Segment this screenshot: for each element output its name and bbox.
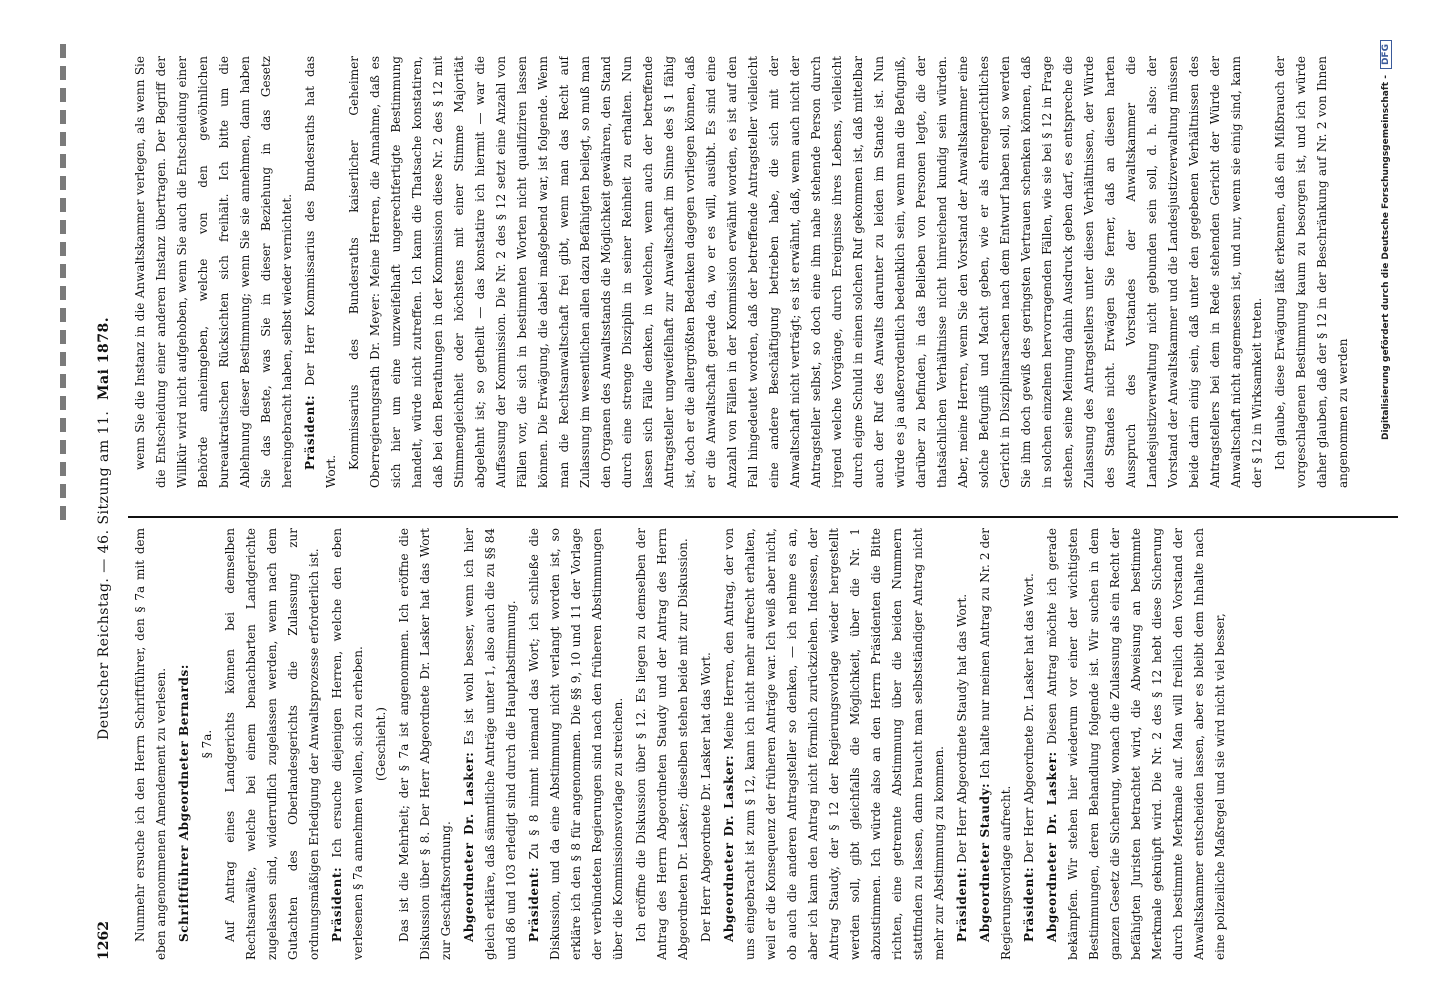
right-text-column	[130, 56, 1400, 488]
paragraph-text: Der Herr Kommissarius des Bundesraths hat das Wort.	[303, 56, 338, 488]
paragraph-text: Zu § 8 nimmt niemand das Wort; ich schließe die Diskussion, und da eine Abstimmung nicht verlangt worden ist, so erkläre ich den § 8 für angenommen. Die §§ 9, 10 und 11 der Vorlage der verbündeten Regierungen sind nach den früheren Abstimmungen über die Kommissionsvorlage zu streichen.	[527, 528, 625, 960]
paragraph	[197, 528, 218, 960]
paragraph-text: Kommissarius des Bundesraths kaiserlicher Geheimer Oberregierungsrath Dr. Meyer: Meine Herren, die Annahme, daß es sich hier um eine unzweifelhaft ungerechtfertigte Bestimmung handelt, würde nicht zutreffen. Ich kann die Thatsache konstatiren, daß bei den Berathungen in der Kommission diese Nr. 2 des § 12 mit Stimmengleichheit oder höchstens mit einer Stimme Majorität abgelehnt ist; so getheilt — das konstatire ich hiermit — war die Auffassung der Kommission. Die Nr. 2 des § 12 setzt eine Anzahl von Fällen vor, die sich in bestimmten Worten nicht qualifiziren lassen können. Die Erwägung, die dabei maßgebend war, ist folgende. Wenn man die Rechtsanwaltschaft frei gibt, wenn man das Recht auf Zulassung im wesentlichen allen dazu Befähigten beilegt, so muß man den Organen des Anwaltsstands die Möglichkeit gewähren, den Stand durch eine strenge Disziplin in seiner Reinheit zu erhalten. Nun lassen sich Fälle denken, in welchen, wenn auch der betreffende Antragsteller ungweifelhaft zur Anwaltschaft im Sinne des § 1 fähig ist, doch er die allergrößten Bedenken dagegen vorliegen können, daß er die Anwaltschaft gerade da, wo er es will, ausübt. Es sind eine Anzahl von Fällen in der Kommission erwähnt worden, es ist auf den Fall hingedeutet worden, daß der betreffende Antragsteller vielleicht eine andere Beschäftigung betrieben habe, die sich mit der Anwaltschaft nicht verträgt; es ist erwähnt, daß, wenn auch nicht der Antragsteller selbst, so doch eine ihm nahe stehende Person durch irgend welche Vorgänge, durch Ereignisse ihres Lebens, vielleicht durch eigne Schuld in einen solchen Ruf gekommen ist, daß mittelbar auch der Ruf des Anwalts darunter zu leiden im Stande ist. Nun würde es ja außerordentlich bedenklich sein, wenn man die Befugniß, darüber zu befinden, in das Belieben von Personen legte, die der thatsächlichen Verhältnisse nicht hinreichend kundig sein würden. Aber, meine Herren, wenn Sie den Vorstand der Anwaltskammer eine solche Befugniß und Macht geben, wie er als ehrengerichtliches Gericht in Disziplinarsachen nach dem Entwurf haben soll, so werden Sie ihm doch gewiß des geringsten Vertrauen schenken können, daß in solchen einzelnen hervorragenden Fällen, wie sie bei § 12 in Frage stehen, seine Meinung dahin Ausdruck geben darf, es entspreche die Zulassung des Antragstellers unter diesen Verhältnissen, der Würde des Standes nicht. Erwägen Sie ferner, daß an diesen harten Ausspruch des Vorstandes der Anwaltskammer die Landesjustizverwaltung nicht gebunden sein soll, d. h. also: der Vorstand der Anwaltskammer und die Landesjustizverwaltung müssen beide darin einig sein, daß unter den gegebenen Verhältnissen des Antragstellers bei dem in Rede stehenden Gericht der Würde der Anwaltschaft nicht angemessen ist, und nur, wenn sie einig sind, kann der § 12 in Wirksamkeit treten.	[347, 56, 1264, 488]
paragraph-text: (Geschieht.)	[374, 707, 388, 781]
speaker-name: Präsident:	[330, 866, 344, 942]
paragraph-text: Der Herr Abgeordnete Staudy hat das Wort.	[955, 593, 969, 863]
header-date: Mai 1878.	[96, 316, 112, 400]
paragraph	[394, 528, 457, 960]
paragraph	[371, 528, 392, 960]
paragraph	[300, 56, 342, 488]
speaker-name: Abgeordneter Staudy:	[978, 782, 992, 942]
paragraph	[174, 528, 195, 960]
paragraph-text: Auf Antrag eines Landgerichts können bei demselben Rechtsanwälte, welche bei einem benachbarten Landgerichte zugelassen sind, widerruflich zugelassen werden, wenn nach dem Gutachten des Oberlandesgerichts die Zulassung zur ordnungsmäßigen Erledigung der Anwaltsprozesse erforderlich ist.	[223, 528, 321, 960]
digitization-credit	[1380, 20, 1398, 440]
dfg-logo: DFG	[1380, 40, 1392, 69]
speaker-name: Präsident:	[955, 866, 969, 942]
credit-text: Digitalisierung gefördert durch die Deutsche Forschungsgemeinschaft -	[1381, 75, 1391, 440]
speaker-name: Abgeordneter Dr. Lasker:	[1045, 751, 1059, 942]
paragraph	[631, 528, 694, 960]
speaker-name: Präsident:	[303, 394, 317, 470]
paragraph-text: § 7a.	[200, 729, 214, 759]
speaker-name: Präsident:	[1022, 866, 1036, 942]
paragraph	[1019, 528, 1040, 960]
paragraph	[220, 528, 325, 960]
paragraph-text: Der Herr Abgeordnete Dr. Lasker hat das Wort.	[1022, 573, 1036, 863]
paragraph	[719, 528, 950, 960]
paragraph	[1042, 528, 1231, 960]
column-divider	[128, 516, 1398, 518]
header-date-wrap	[96, 317, 112, 400]
paragraph-text: Ich ersuche diejenigen Herren, welche den eben verlesenen § 7a annehmen wollen, sich zu erheben.	[330, 528, 365, 960]
paragraph-text: Ich eröffne die Diskussion über § 12. Es liegen zu demselben der Antrag des Herrn Abgeordneten Staudy und der Antrag des Herrn Abgeordneten Dr. Lasker; dieselben stehen beide mit zur Diskussion.	[634, 528, 690, 960]
paragraph	[327, 528, 369, 960]
paragraph	[952, 528, 973, 960]
paragraph-text: Meine Herren, den Antrag, der von uns eingebracht ist zum § 12, kann ich nicht mehr aufrecht erhalten, weil er die Konsequenz der früheren Anträge war. Ich weiß aber nicht, ob auch die anderen Antragsteller so denken, — ich nehme es an, aber ich kann den Antrag nicht förmlich zurückziehen. Indessen, der Antrag Staudy, der § 12 der Regierungsvorlage wieder hergestellt werden soll, gibt gleichfalls die Möglichkeit, über die Nr. 1 abzustimmen. Ich würde also an den Herrn Präsidenten die Bitte richten, eine getrennte Abstimmung über die beiden Nummern stattfinden zu lassen, dann braucht man selbstständiger Antrag nicht mehr zur Abstimmung zu kommen.	[722, 528, 946, 960]
paragraph-text: Das ist die Mehrheit; der § 7a ist angenommen. Ich eröffne die Diskussion über § 8. Der Herr Abgeordnete Dr. Lasker hat das Wort zur Geschäftsordnung.	[397, 528, 453, 960]
paragraph	[130, 56, 298, 488]
speaker-name: Abgeordneter Dr. Lasker:	[722, 754, 736, 942]
paragraph	[696, 528, 717, 960]
speaker-name: Abgeordneter Dr. Lasker:	[462, 751, 476, 942]
left-text-column	[130, 528, 1400, 960]
running-header	[96, 30, 120, 960]
paragraph-text: wenn Sie die Instanz in die Anwaltskammer verlegen, als wenn Sie die Entscheidung einer anderen Instanz übertragen. Der Begriff der Willkür wird nicht aufgehoben, wenn Sie auch die Entscheidung einer Behörde anheimgeben, welche von den gewöhnlichen bureaukratischen Rücksichten sich freihält. Ich bitte um die Ablehnung dieser Bestimmung; wenn Sie sie annehmen, dann haben Sie das Beste, was Sie in dieser Beziehung in das Gesetz hereingebracht haben, selbst wieder vernichtet.	[133, 56, 294, 488]
paragraph-text: Nunmehr ersuche ich den Herrn Schriftführer, den § 7a mit dem eben angenommenen Amendement zu verlesen.	[133, 528, 168, 960]
paragraph-text: Ich halte nur meinen Antrag zu Nr. 2 der Regierungsvorlage aufrecht.	[978, 528, 1013, 960]
paragraph	[975, 528, 1017, 960]
paragraph-text: Es ist wohl besser, wenn ich hier gleich erkläre, daß sämmtliche Anträge unter 1, also auch die zu §§ 84 und 86 und 103 erledigt sind durch die Hauptabstimmung.	[462, 528, 518, 960]
speaker-name: Schriftführer Abgeordneter Bernards:	[177, 664, 191, 942]
header-title: Deutscher Reichstag. — 46. Sitzung am 11.	[96, 410, 112, 740]
paragraph	[1270, 56, 1354, 488]
paragraph	[459, 528, 522, 960]
paragraph	[524, 528, 629, 960]
paragraph-text: Der Herr Abgeordnete Dr. Lasker hat das Wort.	[699, 652, 713, 942]
page-number: 1262	[96, 921, 112, 960]
page-edge-shadow	[60, 40, 66, 520]
paragraph-text: Ich glaube, diese Erwägung läßt erkennen, daß ein Mißbrauch der vorgeschlagenen Bestimmung kaum zu besorgen ist, und ich würde daher glauben, daß der § 12 in der Beschränkung auf Nr. 2 von Ihnen angenommen zu werden	[1273, 56, 1350, 488]
paragraph	[130, 528, 172, 960]
paragraph	[344, 56, 1268, 488]
paragraph-text: Diesen Antrag möchte ich gerade bekämpfen. Wir stehen hier wiederum vor einer der wichtigsten Bestimmungen, deren Behandlung folgende ist. Wir suchen in dem ganzen Gesetz die Sicherung, wonach die Zulassung als ein Recht der befähigten Juristen betrachtet wird, die Abweisung an bestimmte Merkmale geknüpft wird. Die Nr. 2 des § 12 hebt diese Sicherung durch bestimmte Merkmale auf. Man will freilich den Vorstand der Anwaltskammer entscheiden lassen, aber es bleibt dem Inhalte nach eine polizeiliche Maßregel und sie wird nicht viel besser,	[1045, 528, 1227, 960]
speaker-name: Präsident:	[527, 866, 541, 942]
